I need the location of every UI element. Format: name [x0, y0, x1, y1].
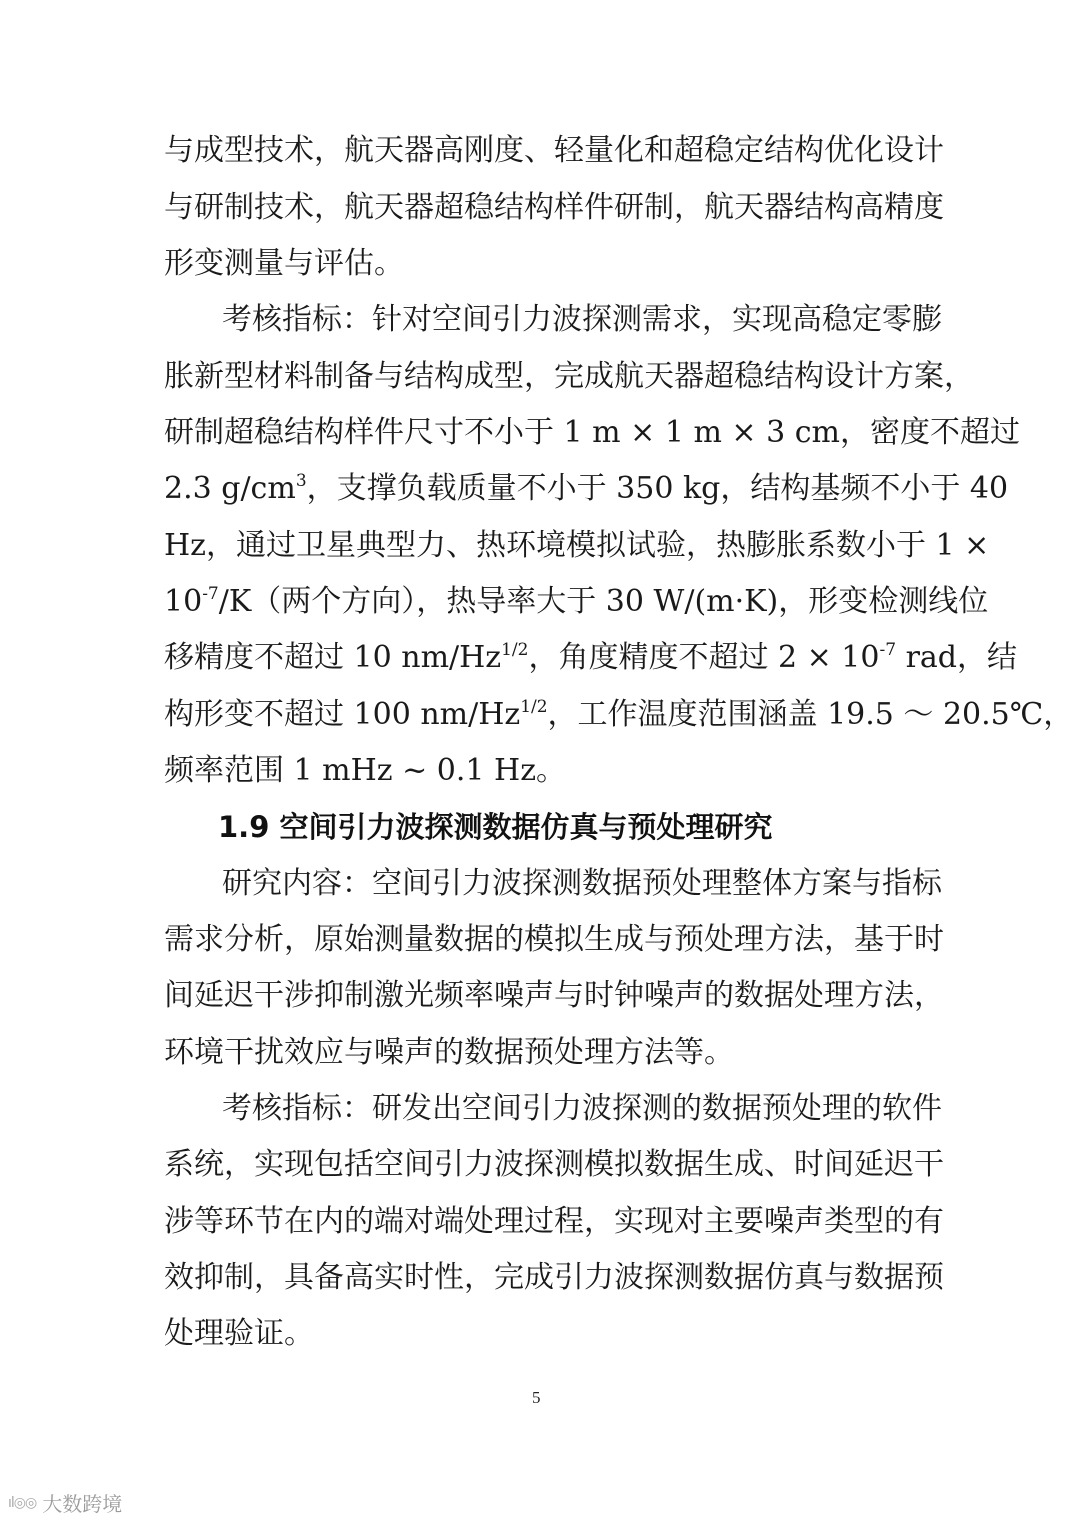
text-line [164, 471, 1009, 507]
text-line: 胀新型材料制备与结构成型，完成航天器超稳结构设计方案， [164, 359, 974, 394]
text-run: ，角度精度不超过 2 × 10 [528, 640, 880, 675]
text-run: rad，结 [896, 640, 1017, 675]
text-line: 需求分析，原始测量数据的模拟生成与预处理方法，基于时 [164, 922, 944, 957]
text-line: 考核指标：研发出空间引力波探测的数据预处理的软件 [222, 1091, 942, 1126]
superscript: 3 [295, 471, 307, 491]
superscript: -7 [879, 640, 897, 660]
text-line: 与成型技术，航天器高刚度、轻量化和超稳定结构优化设计 [164, 133, 944, 168]
text-run: 2.3 g/cm [164, 471, 296, 506]
text-run: 构形变不超过 100 nm/Hz [164, 697, 521, 732]
text-line [164, 697, 1074, 733]
text-line: 处理验证。 [164, 1316, 314, 1351]
watermark-logo-icon: ıl◎◎ [8, 1494, 37, 1511]
text-line: 环境干扰效应与噪声的数据预处理方法等。 [164, 1035, 734, 1070]
text-line: 与研制技术，航天器超稳结构样件研制，航天器结构高精度 [164, 190, 944, 225]
text-run: /K（两个方向），热导率大于 30 W/(m·K)，形变检测线位 [218, 584, 989, 619]
superscript: 1/2 [501, 640, 529, 660]
text-line: 间延迟干涉抑制激光频率噪声与时钟噪声的数据处理方法， [164, 978, 944, 1013]
section-heading: 1.9 空间引力波探测数据仿真与预处理研究 [218, 810, 773, 844]
text-run: ，工作温度范围涵盖 19.5 ～ 20.5℃， [547, 697, 1074, 732]
text-line: 系统，实现包括空间引力波探测模拟数据生成、时间延迟干 [164, 1147, 944, 1182]
text-line [164, 640, 1017, 676]
text-line: 形变测量与评估。 [164, 246, 404, 281]
text-run: 移精度不超过 10 nm/Hz [164, 640, 502, 675]
text-run: 10 [164, 584, 203, 619]
page-number: 5 [532, 1388, 541, 1407]
text-line: 频率范围 1 mHz ~ 0.1 Hz。 [164, 753, 566, 788]
text-line: Hz，通过卫星典型力、热环境模拟试验，热膨胀系数小于 1 × [164, 528, 990, 563]
superscript: 1/2 [520, 697, 548, 717]
text-line [164, 584, 989, 620]
watermark-text: 大数跨境 [42, 1492, 123, 1516]
text-line: 研究内容：空间引力波探测数据预处理整体方案与指标 [222, 866, 942, 901]
text-line: 考核指标：针对空间引力波探测需求，实现高稳定零膨 [222, 302, 942, 337]
superscript: -7 [202, 584, 219, 604]
text-line: 涉等环节在内的端对端处理过程，实现对主要噪声类型的有 [164, 1204, 944, 1239]
text-line: 研制超稳结构样件尺寸不小于 1 m × 1 m × 3 cm，密度不超过 [164, 415, 1020, 450]
watermark [8, 1488, 122, 1517]
text-line: 效抑制，具备高实时性，完成引力波探测数据仿真与数据预 [164, 1260, 944, 1295]
text-run: ，支撑负载质量不小于 350 kg，结构基频不小于 40 [306, 471, 1009, 506]
